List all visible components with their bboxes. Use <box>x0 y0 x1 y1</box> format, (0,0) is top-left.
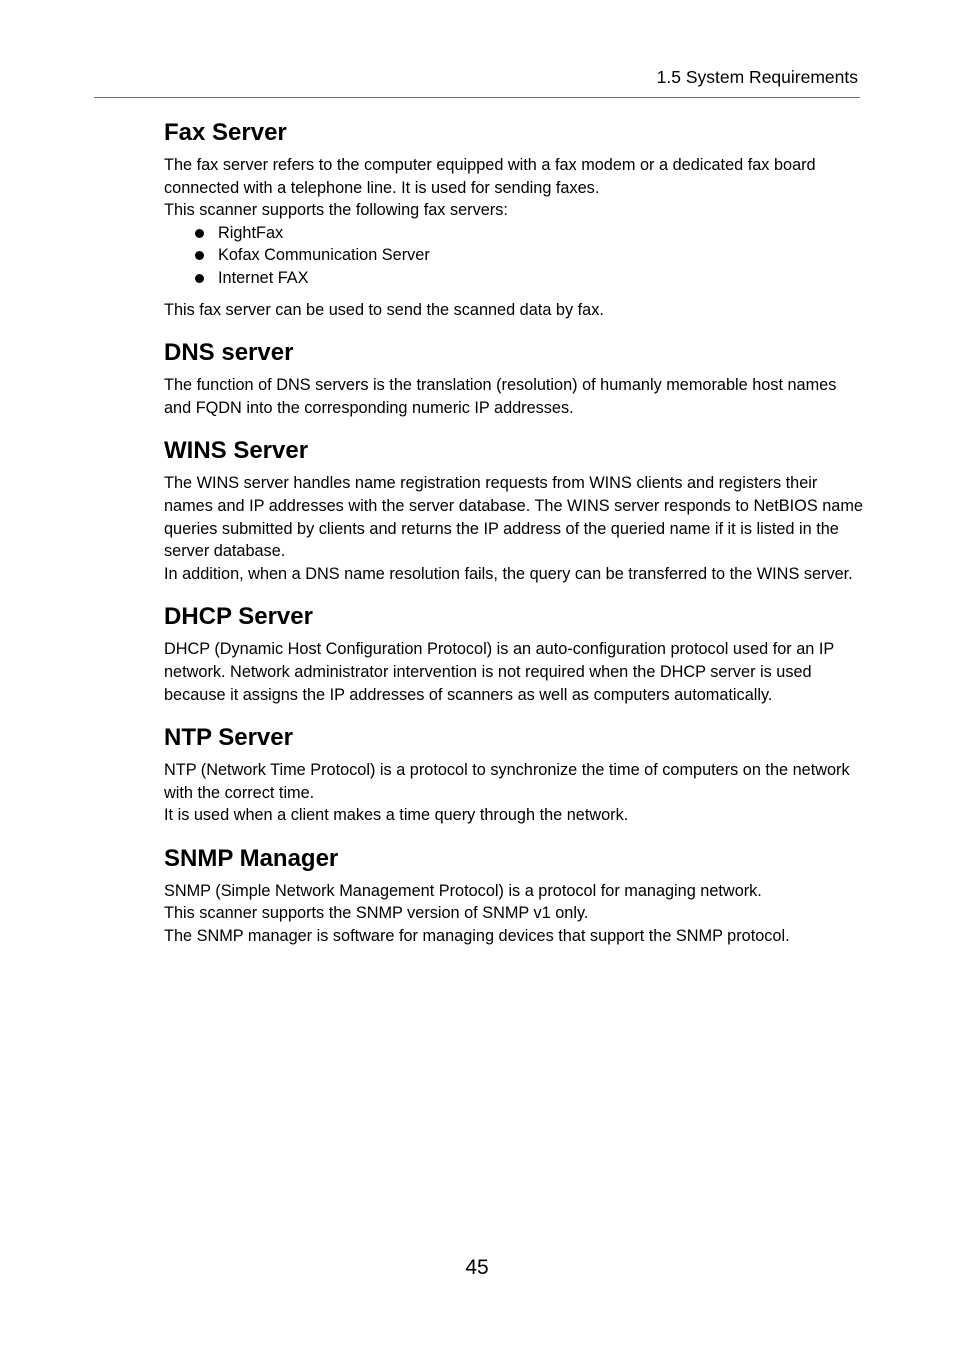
running-header: 1.5 System Requirements <box>656 67 858 87</box>
paragraph: In addition, when a DNS name resolution fails, the query can be transferred to the WINS server. <box>164 564 853 583</box>
section-title: NTP Server <box>164 724 293 752</box>
paragraph: The fax server refers to the computer equipped with a fax modem or a dedicated fax board connected with a telephone line. It is used for sending faxes. <box>164 156 816 197</box>
section-wins-server <box>164 435 864 585</box>
section-dhcp-server <box>164 601 864 706</box>
header-rule <box>94 97 860 98</box>
paragraph: This scanner supports the SNMP version of SNMP v1 only. <box>164 904 589 923</box>
page-content <box>164 117 864 964</box>
section-title: DHCP Server <box>164 603 313 631</box>
paragraph: The WINS server handles name registration requests from WINS clients and registers their names and IP addresses with the server database. The WINS server responds to NetBIOS name queries submitted by clients and returns the IP address of the queried name if it is listed in the server database. <box>164 474 863 561</box>
list-item-label: RightFax <box>218 223 284 242</box>
section-title: Fax Server <box>164 119 287 146</box>
paragraph: NTP (Network Time Protocol) is a protocol to synchronize the time of computers on the network with the correct time. <box>164 761 850 802</box>
bullet-icon <box>195 229 204 238</box>
paragraph: This fax server can be used to send the scanned data by fax. <box>164 300 604 319</box>
paragraph: The SNMP manager is software for managing devices that support the SNMP protocol. <box>164 927 790 946</box>
section-ntp-server <box>164 722 864 827</box>
section-snmp-manager <box>164 843 864 948</box>
bullet-icon <box>195 251 204 260</box>
list-item-label: Internet FAX <box>218 268 309 287</box>
list-item <box>164 244 864 267</box>
section-title: WINS Server <box>164 437 309 465</box>
list-item-label: Kofax Communication Server <box>218 246 430 265</box>
paragraph: SNMP (Simple Network Management Protocol) is a protocol for managing network. <box>164 881 762 900</box>
list-item <box>164 267 864 290</box>
section-title: SNMP Manager <box>164 844 339 872</box>
paragraph: It is used when a client makes a time query through the network. <box>164 806 629 825</box>
list-item <box>164 222 864 245</box>
paragraph: This scanner supports the following fax servers: <box>164 201 508 220</box>
paragraph: The function of DNS servers is the translation (resolution) of humanly memorable host names and FQDN into the corresponding numeric IP addresses. <box>164 376 837 417</box>
paragraph: DHCP (Dynamic Host Configuration Protocol) is an auto-configuration protocol used for an IP network. Network administrator intervention is not required when the DHCP server is used because it assigns the IP addresses of scanners as well as computers automatically. <box>164 640 834 704</box>
page-number: 45 <box>465 1256 489 1279</box>
section-title: DNS server <box>164 339 294 367</box>
bullet-icon <box>195 274 204 283</box>
fax-server-list <box>164 222 864 290</box>
section-fax-server <box>164 117 864 321</box>
section-dns-server <box>164 337 864 419</box>
